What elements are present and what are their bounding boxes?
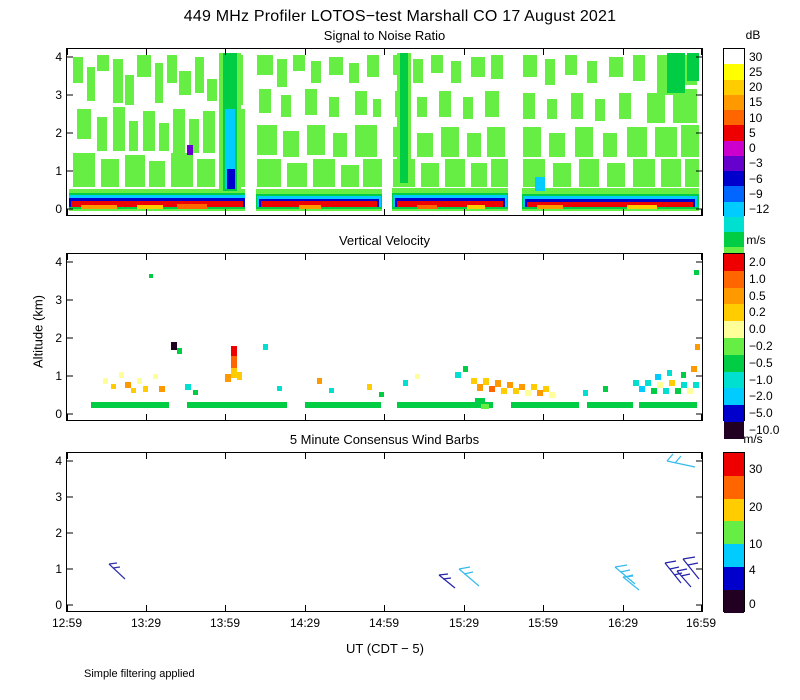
xtick-mark	[701, 414, 702, 420]
ytick-label-vv-2: 2	[55, 331, 62, 345]
xtick-mark	[623, 453, 624, 459]
xtick-mark	[543, 254, 544, 260]
colorbar-tick-vv-6: −0.5	[749, 356, 773, 370]
colorbar-strip-barbs	[723, 452, 745, 612]
xtick-mark	[543, 49, 544, 55]
panel-wind-barbs	[51, 432, 717, 630]
panel-title-vv: Vertical Velocity	[338, 233, 431, 248]
ytick-mark	[67, 300, 73, 301]
ytick-label-snr-3: 3	[55, 88, 62, 102]
xtick-mark	[464, 414, 465, 420]
colorbar-tick-barbs-2: 10	[749, 537, 763, 551]
ytick-mark	[696, 569, 702, 570]
xtick-mark	[701, 49, 702, 55]
ytick-mark	[67, 533, 73, 534]
colorbar-tick-snr-2: 20	[749, 80, 763, 94]
x-axis-label: UT (CDT − 5)	[346, 641, 424, 656]
ytick-label-barbs-3: 3	[55, 490, 62, 504]
colorbar-barbs	[723, 432, 783, 612]
xtick-mark	[384, 453, 385, 459]
plot-area-vv	[55, 253, 703, 421]
colorbar-tick-snr-5: 5	[749, 126, 756, 140]
xtick-mark	[623, 254, 624, 260]
colorbar-strip-snr	[723, 48, 745, 216]
ytick-mark	[696, 461, 702, 462]
ytick-mark	[696, 497, 702, 498]
xtick-mark	[146, 453, 147, 459]
barbs-field	[67, 453, 702, 611]
ytick-mark	[67, 57, 73, 58]
xtick-mark	[305, 453, 306, 459]
ytick-mark	[696, 533, 702, 534]
xtick-label-6: 15:59	[527, 616, 559, 630]
colorbar-tick-snr-7: −3	[749, 156, 763, 170]
panel-title-snr: Signal to Noise Ratio	[323, 28, 446, 43]
xtick-mark	[464, 49, 465, 55]
xtick-mark	[305, 254, 306, 260]
xtick-mark	[67, 414, 68, 420]
xtick-mark	[701, 453, 702, 459]
colorbar-tick-vv-10: −10.0	[749, 423, 780, 437]
panel-vertical-velocity	[55, 233, 703, 421]
ytick-mark	[696, 57, 702, 58]
xtick-mark	[67, 453, 68, 459]
xtick-mark	[464, 453, 465, 459]
ytick-mark	[696, 300, 702, 301]
xtick-label-1: 13:29	[130, 616, 162, 630]
ytick-label-barbs-0: 0	[55, 598, 62, 612]
xtick-label-2: 13:59	[209, 616, 241, 630]
colorbar-tick-snr-4: 10	[749, 111, 763, 125]
ytick-label-snr-2: 2	[55, 126, 62, 140]
colorbar-units-vv: m/s	[746, 233, 766, 247]
xtick-mark	[67, 49, 68, 55]
colorbar-tick-snr-0: 30	[749, 50, 763, 64]
xtick-mark	[225, 414, 226, 420]
footnote: Simple filtering applied	[84, 668, 195, 680]
xtick-mark	[543, 414, 544, 420]
xtick-label-4: 14:59	[368, 616, 400, 630]
xtick-mark	[543, 209, 544, 215]
y-axis-label: Altitude (km)	[30, 295, 46, 368]
xtick-mark	[384, 254, 385, 260]
colorbar-tick-snr-8: −6	[749, 172, 763, 186]
ytick-mark	[67, 171, 73, 172]
colorbar-tick-vv-3: 0.2	[749, 305, 766, 319]
colorbar-strip-vv	[723, 253, 745, 421]
xtick-mark	[146, 414, 147, 420]
xtick-mark	[623, 209, 624, 215]
ytick-mark	[67, 262, 73, 263]
colorbar-tick-vv-0: 2.0	[749, 255, 766, 269]
xtick-mark	[67, 254, 68, 260]
colorbar-units-barbs: m/s	[743, 432, 763, 446]
xtick-mark	[384, 49, 385, 55]
ytick-label-snr-1: 1	[55, 164, 62, 178]
xtick-mark	[384, 209, 385, 215]
xtick-mark	[701, 254, 702, 260]
figure-title: 449 MHz Profiler LOTOS−test Marshall CO 17 August 2021	[183, 8, 617, 25]
ytick-mark	[696, 171, 702, 172]
colorbar-tick-vv-8: −2.0	[749, 389, 773, 403]
colorbar-tick-vv-5: −0.2	[749, 339, 773, 353]
ytick-mark	[696, 95, 702, 96]
xtick-mark	[225, 49, 226, 55]
colorbar-tick-vv-4: 0.0	[749, 322, 766, 336]
colorbar-vv	[723, 233, 789, 437]
xtick-mark	[623, 49, 624, 55]
xtick-mark	[623, 414, 624, 420]
plot-area-barbs	[51, 452, 717, 630]
xtick-mark	[701, 209, 702, 215]
ytick-label-snr-4: 4	[55, 50, 62, 64]
colorbar-tick-snr-10: −12	[749, 202, 770, 216]
colorbar-tick-barbs-4: 0	[749, 597, 756, 611]
colorbar-tick-snr-1: 25	[749, 65, 763, 79]
ytick-label-snr-0: 0	[55, 202, 62, 216]
xtick-mark	[305, 209, 306, 215]
colorbar-tick-barbs-0: 30	[749, 462, 763, 476]
xtick-mark	[384, 414, 385, 420]
ytick-label-barbs-2: 2	[55, 526, 62, 540]
xtick-label-0: 12:59	[51, 616, 83, 630]
ytick-mark	[67, 338, 73, 339]
xtick-mark	[225, 209, 226, 215]
xtick-mark	[146, 254, 147, 260]
ytick-mark	[67, 569, 73, 570]
xtick-label-3: 14:29	[289, 616, 321, 630]
xtick-mark	[146, 209, 147, 215]
colorbar-tick-vv-1: 1.0	[749, 272, 766, 286]
vv-field	[67, 254, 702, 420]
colorbar-tick-snr-6: 0	[749, 141, 756, 155]
colorbar-tick-barbs-3: 4	[749, 563, 756, 577]
ytick-mark	[67, 376, 73, 377]
ytick-mark	[67, 461, 73, 462]
xtick-label-5: 15:29	[448, 616, 480, 630]
ytick-label-barbs-1: 1	[55, 562, 62, 576]
ytick-label-vv-4: 4	[55, 255, 62, 269]
panel-signal-to-noise	[55, 28, 703, 216]
snr-field	[67, 49, 702, 215]
xtick-mark	[464, 254, 465, 260]
colorbar-tick-barbs-1: 20	[749, 500, 763, 514]
ytick-mark	[67, 133, 73, 134]
ytick-mark	[696, 376, 702, 377]
panel-title-barbs: 5 Minute Consensus Wind Barbs	[289, 432, 480, 447]
ytick-label-vv-0: 0	[55, 407, 62, 421]
colorbar-tick-snr-9: −9	[749, 187, 763, 201]
xtick-mark	[305, 414, 306, 420]
colorbar-tick-vv-2: 0.5	[749, 289, 766, 303]
colorbar-tick-snr-3: 15	[749, 95, 763, 109]
xtick-label-8: 16:59	[685, 616, 717, 630]
ytick-mark	[67, 497, 73, 498]
ytick-mark	[67, 95, 73, 96]
plot-area-snr	[55, 48, 703, 216]
ytick-mark	[696, 338, 702, 339]
colorbar-units-snr: dB	[745, 28, 761, 42]
ytick-label-vv-3: 3	[55, 293, 62, 307]
ytick-mark	[696, 133, 702, 134]
colorbar-tick-vv-7: −1.0	[749, 373, 773, 387]
ytick-label-vv-1: 1	[55, 369, 62, 383]
xtick-mark	[225, 453, 226, 459]
xtick-mark	[543, 453, 544, 459]
xtick-mark	[305, 49, 306, 55]
colorbar-tick-vv-9: −5.0	[749, 406, 773, 420]
xtick-mark	[464, 209, 465, 215]
xtick-mark	[225, 254, 226, 260]
colorbar-snr	[723, 28, 783, 216]
ytick-mark	[696, 262, 702, 263]
ytick-label-barbs-4: 4	[55, 454, 62, 468]
xtick-mark	[146, 49, 147, 55]
xtick-label-7: 16:29	[607, 616, 639, 630]
xtick-mark	[67, 209, 68, 215]
